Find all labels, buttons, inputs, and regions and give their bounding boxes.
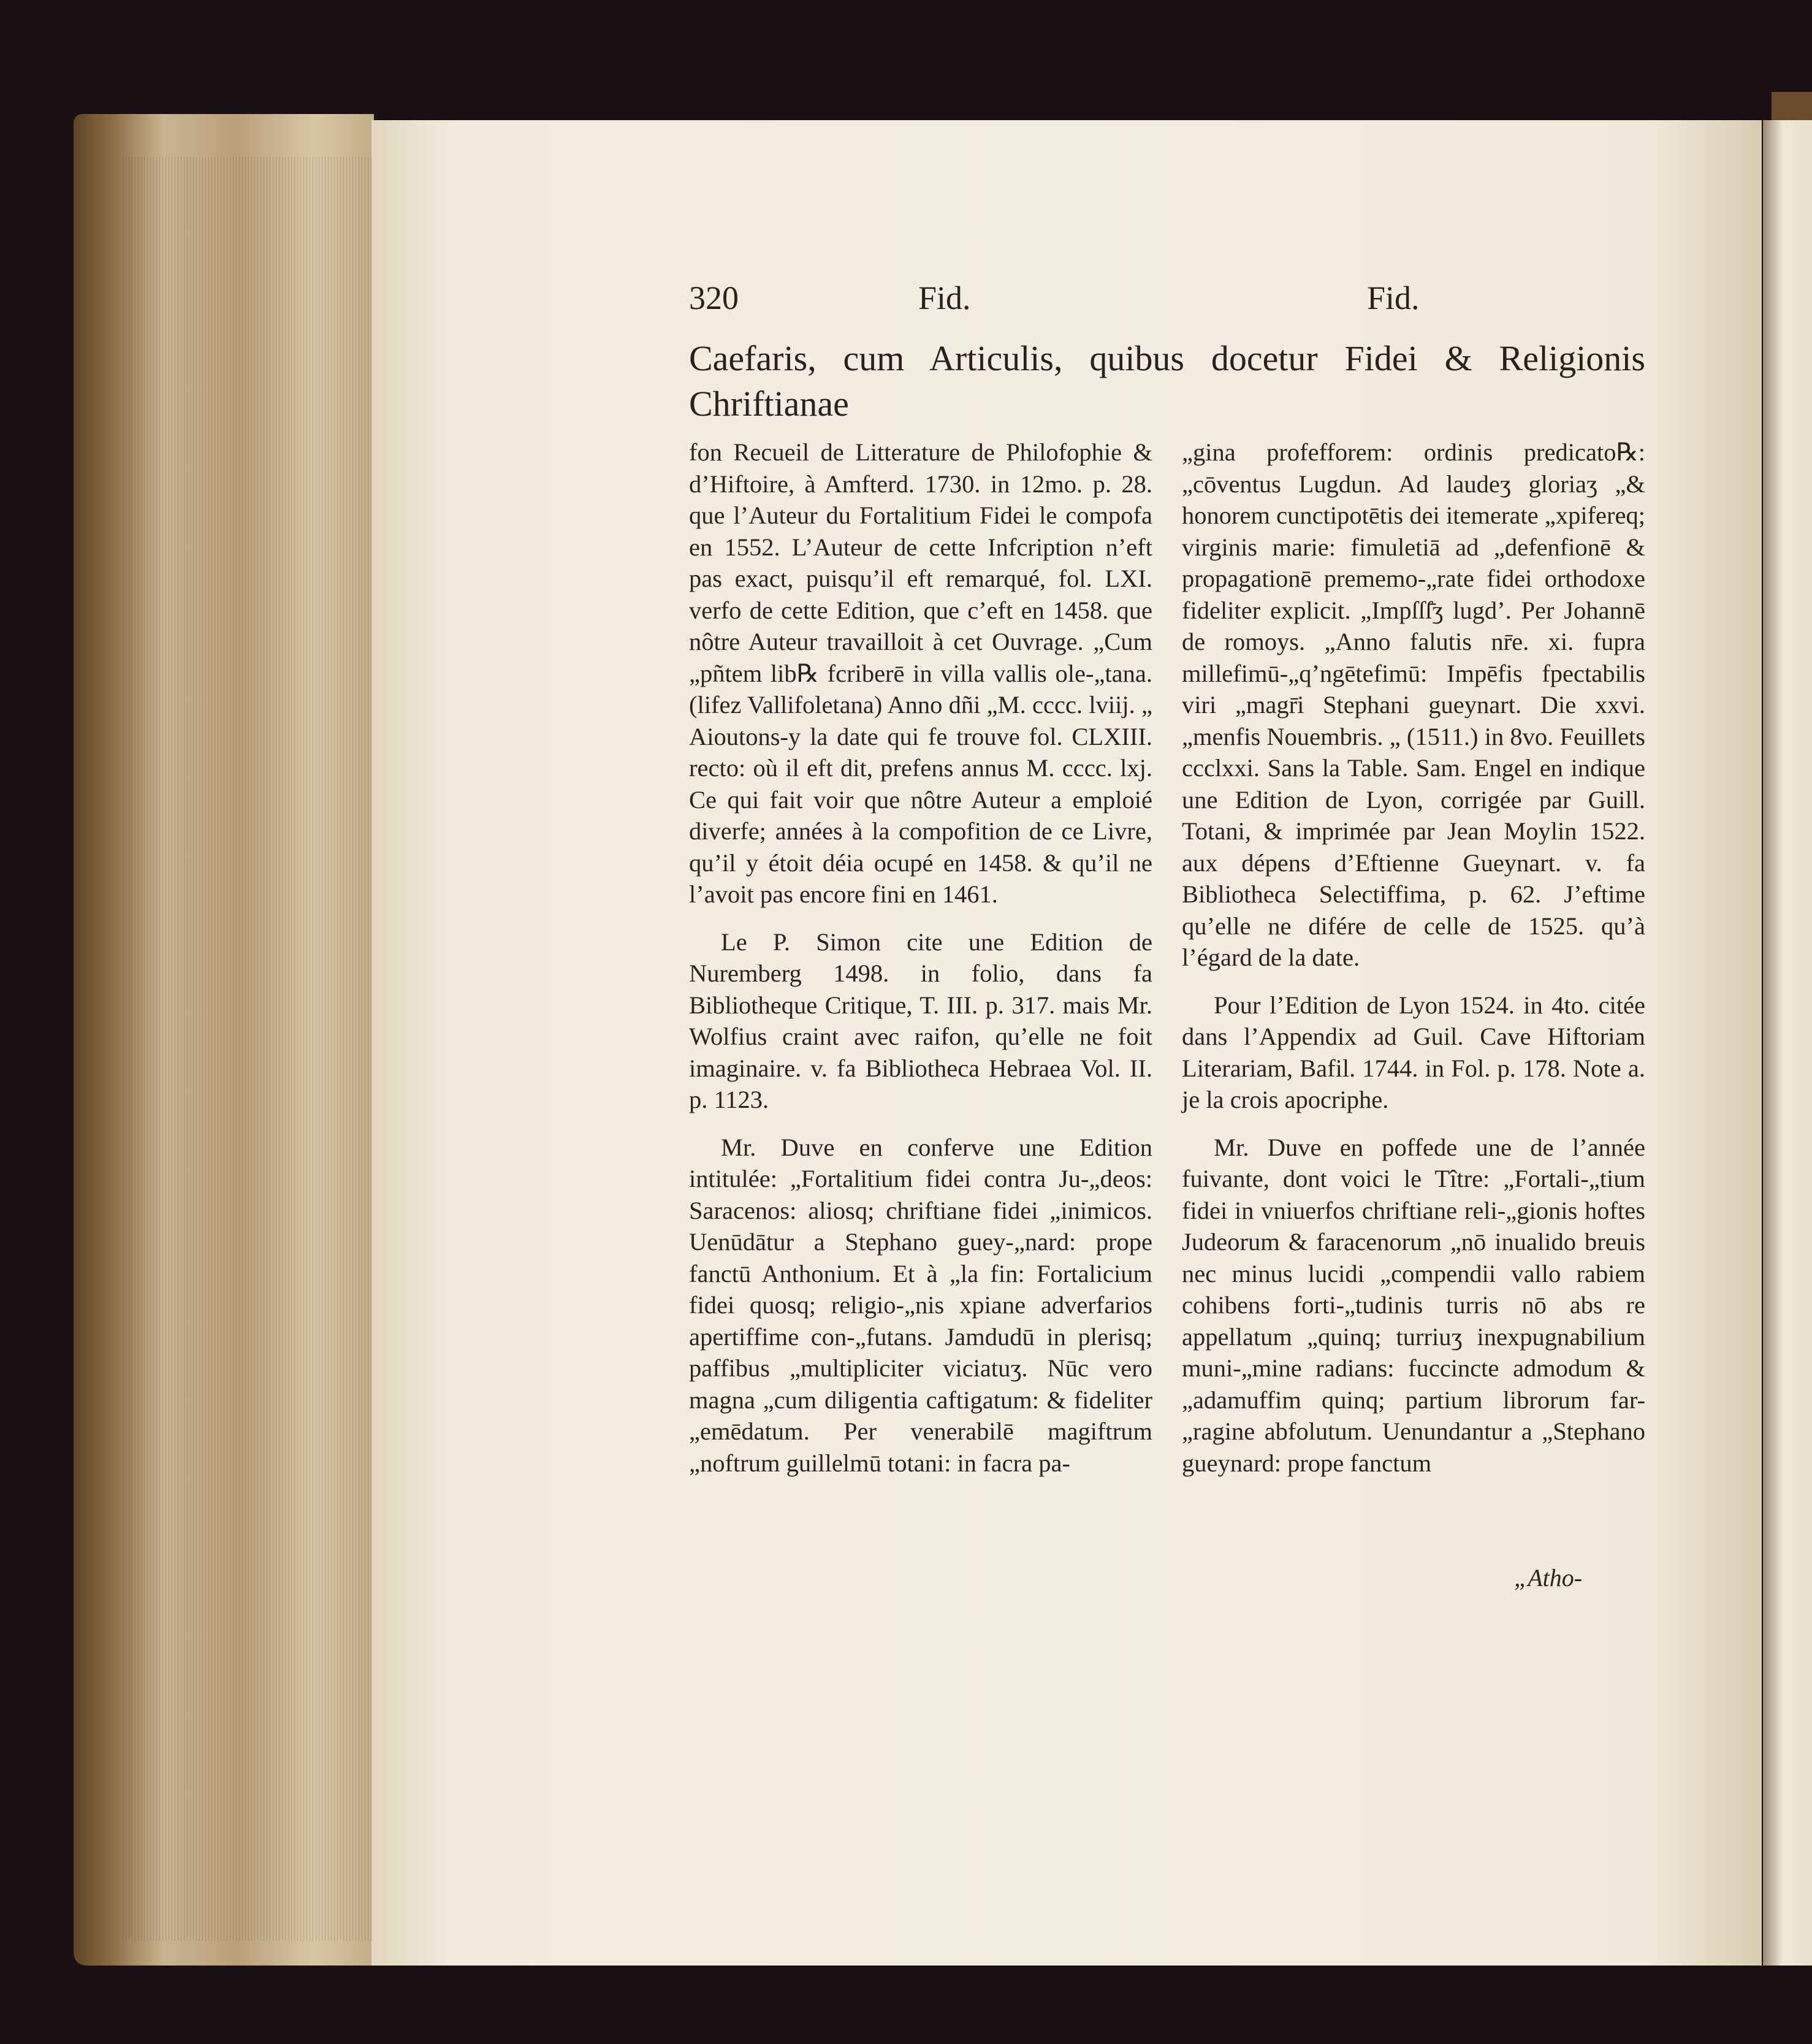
page-number: 320 <box>689 280 739 316</box>
title-line: Caefaris, cum Articulis, quibus docetur Fidei & Religionis Chriftianae <box>689 338 1645 424</box>
running-head-right: Fid. <box>1367 280 1420 316</box>
catchword: „Atho- <box>1514 1564 1583 1592</box>
right-paragraph-3: Mr. Duve en poffede une de l’année fuivante, dont voici le Tître: „Fortali-„tium fidei in vniuerfos chriftiane reli-„gionis hoftes Judeorum & faracenorum „nō inualido breuis nec minus lucidi „compendii vallo rabiem cohibens forti-„tudinis turris nō abs re appellatum „quinq; turriuʒ inexpugnabilium muni-„mine radians: fuccincte admodum & „adamuffim quinq; partium librorum far-„ragine abfolutum. Uenundantur a „Stephano gueynard: prope fanctum <box>1182 1133 1645 1477</box>
left-paragraph-2: Le P. Simon cite une Edition de Nuremberg 1498. in folio, dans fa Bibliotheque Critique, T. III. p. 317. mais Mr. Wolfius craint avec raifon, qu’elle ne foit imaginaire. v. fa Bibliotheca Hebraea Vol. II. p. 1123. <box>689 928 1152 1113</box>
book-page-edges <box>74 114 374 1966</box>
book-cover-corner <box>1772 92 1812 120</box>
left-paragraph-1: fon Recueil de Litterature de Philofophie & d’Hiftoire, à Amfterd. 1730. in 12mo. p. 28. que l’Auteur du Fortalitium Fidei le compofa en 1552. L’Auteur de cette Infcription n’eft pas exact, puisqu’il eft remarqué, fol. LXI. verfo de cette Edition, que c’eft en 1458. que nôtre Auteur travailloit à cet Ouvrage. „Cum „pñtem lib℞ fcriberē in villa vallis ole-„tana. (lifez Vallifoletana) Anno dñi „M. cccc. lviij. „ Aioutons-y la date qui fe trouve fol. CLXIII. recto: où il eft dit, prefens annus M. cccc. lxj. Ce qui fait voir que nôtre Auteur a emploié diverfe; années à la compofition de ce Livre, qu’il y étoit déia ocupé en 1458. & qu’il ne l’avoit pas encore fini en 1461. <box>689 438 1152 908</box>
right-paragraph-2: Pour l’Edition de Lyon 1524. in 4to. citée dans l’Appendix ad Guil. Cave Hiftoriam Literariam, Bafil. 1744. in Fol. p. 178. Note a. je la crois apocriphe. <box>1182 991 1645 1113</box>
left-paragraph-3: Mr. Duve en conferve une Edition intitulée: „Fortalitium fidei contra Ju-„deos: Saracenos: aliosq; chriftiane fidei „inimicos. Uenūdātur a Stephano guey-„nard: prope fanctū Anthonium. Et à „la fin: Fortalicium fidei quosq; religio-„nis xpiane adverfarios apertiffime con-„futans. Jamdudū in plerisq; paffibus „multipliciter viciatuʒ. Nūc vero magna „cum diligentia caftigatum: & fideliter „emēdatum. Per venerabilē magiftrum „noftrum guillelmū totani: in facra pa- <box>689 1133 1152 1477</box>
running-head-left: Fid. <box>918 280 971 316</box>
facing-page-edge <box>1763 120 1812 1966</box>
right-paragraph-1: „gina profefforem: ordinis predicato℞: „cōventus Lugdun. Ad laudeʒ gloriaʒ „& honorem cunctipotētis dei itemerate „xpifereq; virginis marie: fimuletiā ad „defenfionē & propagationē prememo-„rate fidei orthodoxe fideliter explicit. „Impſſſ̄ʒ lugd’. Per Johannē de romoys. „Anno falutis nr̄e. xi. fupra millefimū-„q’ngētefimū: Impēfis fpectabilis viri „magr̄i Stephani gueynart. Die xxvi. „menfis Nouembris. „ (1511.) in 8vo. Feuillets ccclxxi. Sans la Table. Sam. Engel en indique une Edition de Lyon, corrigée par Guill. Totani, & imprimée par Jean Moylin 1522. aux dépens d’Eftienne Gueynart. v. fa Bibliotheca Selectiffima, p. 62. J’eftime qu’elle ne difére de celle de 1525. qu’à l’égard de la date. <box>1182 438 1645 971</box>
right-column <box>1182 437 1645 1479</box>
left-column <box>689 437 1152 1479</box>
